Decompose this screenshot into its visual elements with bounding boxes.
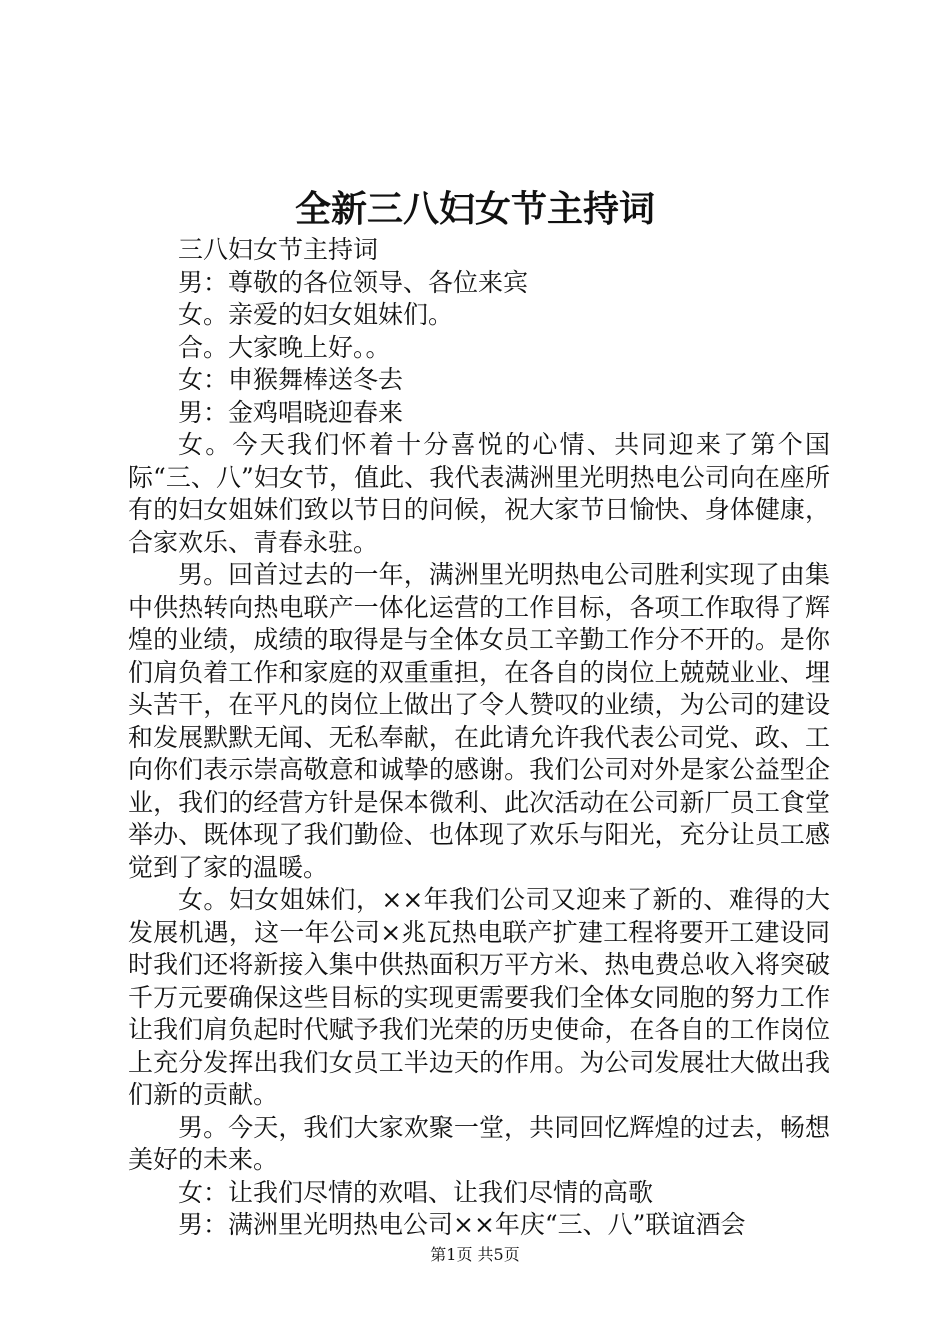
paragraph: 女。妇女姐妹们，××年我们公司又迎来了新的、难得的大发展机遇，这一年公司×兆瓦热电联产扩建工程将要开工建设同时我们还将新接入集中供热面积万平方米、热电费总收入将突破千万元要确保这些目标的实现更需要我们全体女同胞的努力工作让我们肩负起时代赋予我们光荣的历史使命，在各自的工作岗位上充分发挥出我们女员工半边天的作用。为公司发展壮大做出我们新的贡献。 [128, 885, 830, 1109]
paragraph: 三八妇女节主持词 [178, 235, 379, 264]
paragraph: 女。今天我们怀着十分喜悦的心情、共同迎来了第个国际“三、八”妇女节，值此、我代表满洲里光明热电公司向在座所有的妇女姐妹们致以节日的问候，祝大家节日愉快、身体健康，合家欢乐、青春永驻。 [128, 430, 830, 557]
paragraph: 合。大家晚上好。。 [178, 332, 391, 362]
document-title: 全新三八妇女节主持词 [294, 188, 655, 230]
paragraph: 女：让我们尽情的欢唱、让我们尽情的高歌 [178, 1177, 654, 1207]
paragraph: 女：申猴舞棒送冬去 [178, 365, 404, 394]
paragraph: 男：满洲里光明热电公司××年庆“三、八”联谊酒会 [178, 1210, 746, 1239]
document-body [128, 234, 830, 1242]
paragraph: 男。回首过去的一年，满洲里光明热电公司胜利实现了由集中供热转向热电联产一体化运营的工作目标，各项工作取得了辉煌的业绩，成绩的取得是与全体女员工辛勤工作分不开的。是你们肩负着工作和家庭的双重重担，在各自的岗位上兢兢业业、埋头苦干，在平凡的岗位上做出了令人赞叹的业绩，为公司的建设和发展默默无闻、无私奉献，在此请允许我代表公司党、政、工向你们表示崇高敬意和诚挚的感谢。我们公司对外是家公益型企业，我们的经营方针是保本微利、此次活动在公司新厂员工食堂举办、既体现了我们勤俭、也体现了欢乐与阳光，充分让员工感觉到了家的温暖。 [128, 560, 830, 882]
page-footer: 第1页 共5页 [430, 1245, 520, 1264]
paragraph: 男：金鸡唱晓迎春来 [178, 397, 404, 427]
paragraph: 男。今天，我们大家欢聚一堂，共同回忆辉煌的过去，畅想美好的未来。 [128, 1112, 830, 1174]
paragraph: 男：尊敬的各位领导、各位来宾 [178, 267, 529, 297]
paragraph: 女。亲爱的妇女姐妹们。 [178, 300, 454, 329]
